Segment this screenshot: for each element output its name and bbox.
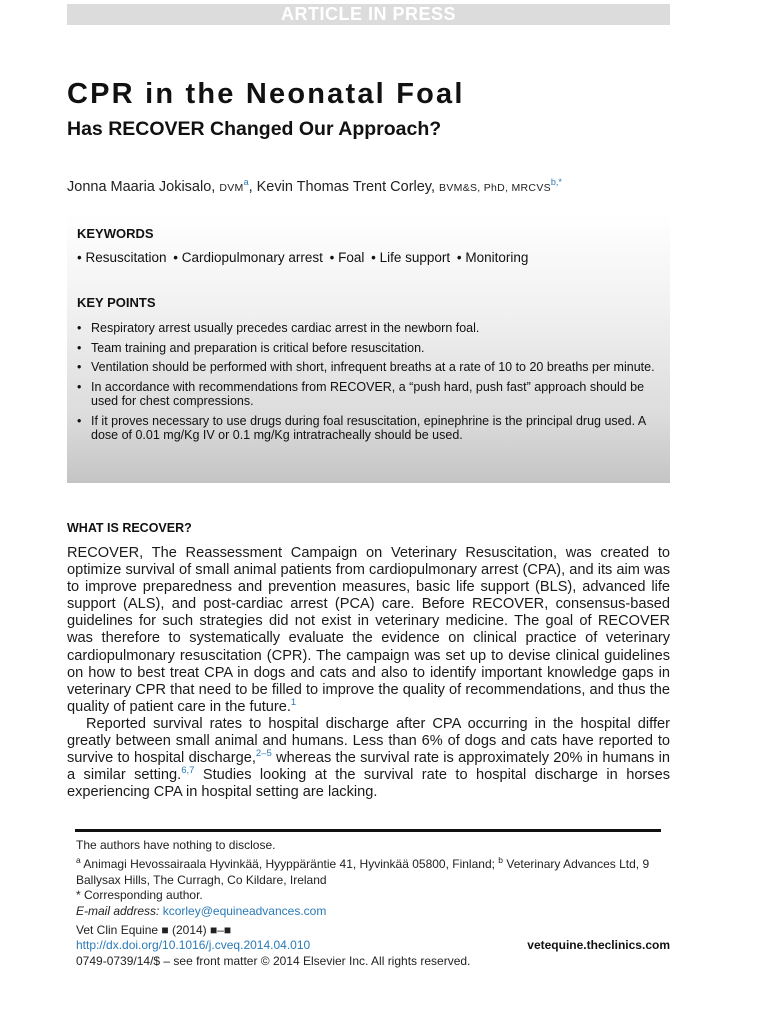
article-in-press-banner: ARTICLE IN PRESS xyxy=(67,4,670,25)
email-line xyxy=(76,904,666,919)
email-link[interactable]: kcorley@equineadvances.com xyxy=(162,903,327,918)
reference-link[interactable]: 6,7 xyxy=(181,765,195,777)
section-heading: WHAT IS RECOVER? xyxy=(67,521,192,535)
author-degree: DVM xyxy=(219,181,244,194)
author-name: Kevin Thomas Trent Corley, xyxy=(256,178,440,195)
disclosure-note: The authors have nothing to disclose. xyxy=(76,838,276,852)
keyword: • Foal xyxy=(330,250,365,265)
email-label: E-mail address: xyxy=(76,903,160,918)
body-text xyxy=(67,545,670,801)
keyword: • Monitoring xyxy=(457,250,529,265)
keywords-list xyxy=(77,250,531,265)
affiliation-text: Animagi Hevossairaala Hyvinkää, Hyyppäräntie 41, Hyvinkää 05800, Finland; xyxy=(80,857,499,872)
doi-link[interactable]: http://dx.doi.org/10.1016/j.cveq.2014.04.010 xyxy=(76,938,311,953)
keywords-keypoints-box xyxy=(67,214,670,483)
key-point: • Respiratory arrest usually precedes cardiac arrest in the newborn foal. xyxy=(77,321,657,336)
paragraph-text: Studies looking at the survival rate to hospital discharge in horses experiencing CPA in hospital setting are lacking. xyxy=(67,767,671,801)
paragraph-text: whereas the survival rate is approximately 20% in humans in a similar setting. xyxy=(67,750,671,784)
paragraph-text: Reported survival rates to hospital discharge after CPA occurring in the hospital differ greatly between small animal and humans. Less than 6% of dogs and cats have reported to survive to hospital discharge, xyxy=(67,715,670,767)
affiliation-marker[interactable]: a xyxy=(243,177,249,187)
reference-link[interactable]: 2–5 xyxy=(255,748,272,760)
author-separator: , xyxy=(248,178,257,195)
article-title: CPR in the Neonatal Foal xyxy=(67,78,465,110)
key-point: • Ventilation should be performed with short, infrequent breaths at a rate of 10 to 20 breaths per minute. xyxy=(77,360,657,375)
affiliation-text: Veterinary Advances Ltd, 9 Ballysax Hills, The Curragh, Co Kildare, Ireland xyxy=(76,857,650,887)
journal-citation: Vet Clin Equine ■ (2014) ■–■ xyxy=(76,923,232,937)
corresponding-author-note: * Corresponding author. xyxy=(76,888,203,903)
keywords-heading: KEYWORDS xyxy=(77,226,154,241)
key-point: • In accordance with recommendations from RECOVER, a “push hard, push fast” approach should be used for chest compressions. xyxy=(77,380,657,409)
key-points-heading: KEY POINTS xyxy=(77,295,156,310)
affiliations xyxy=(76,853,666,888)
footnotes xyxy=(76,838,666,919)
paragraph xyxy=(67,716,670,801)
affiliation-marker: b xyxy=(498,855,504,866)
article-subtitle: Has RECOVER Changed Our Approach? xyxy=(67,118,442,140)
affiliation-marker[interactable]: b,* xyxy=(550,177,562,187)
affiliation-marker: a xyxy=(76,855,81,866)
author-name: Jonna Maaria Jokisalo, xyxy=(67,178,220,195)
reference-link[interactable]: 1 xyxy=(290,696,297,708)
keyword: • Cardiopulmonary arrest xyxy=(173,250,323,265)
paragraph-text: RECOVER, The Reassessment Campaign on Veterinary Resuscitation, was created to optimize survival of small animal patients from cardiopulmonary arrest (CPA), and its aim was to improve preparedness and prevention measures, basic life support (BLS), advanced life support (ALS), and post-cardiac arrest (PCA) care. Before RECOVER, consensus-based guidelines for such strategies did not exist in veterinary medicine. The goal of RECOVER was therefore to systematically evaluate the evidence on clinical practice of veterinary cardiopulmonary resuscitation (CPR). The campaign was set up to devise clinical guidelines on how to best treat CPA in dogs and cats and also to identify important knowledge gaps in veterinary CPR that need to be filled to improve the quality of recommendations, and thus the quality of patient care in the future. xyxy=(67,545,670,715)
keyword: • Resuscitation xyxy=(77,250,167,265)
key-point: • Team training and preparation is critical before resuscitation. xyxy=(77,341,657,356)
copyright-notice: 0749-0739/14/$ – see front matter © 2014 Elsevier Inc. All rights reserved. xyxy=(76,953,471,968)
footnote-divider xyxy=(75,829,661,832)
author-line xyxy=(67,177,562,195)
author-degree: BVM&S, PhD, MRCVS xyxy=(439,181,551,194)
citation-block xyxy=(76,923,670,969)
keyword: • Life support xyxy=(371,250,450,265)
key-point: • If it proves necessary to use drugs during foal resuscitation, epinephrine is the principal drug used. A dose of 0.01 mg/Kg IV or 0.1 mg/Kg intratracheally should be used. xyxy=(77,414,657,443)
key-points-list xyxy=(77,321,657,448)
paragraph xyxy=(67,545,670,716)
journal-website[interactable]: vetequine.theclinics.com xyxy=(527,938,670,953)
